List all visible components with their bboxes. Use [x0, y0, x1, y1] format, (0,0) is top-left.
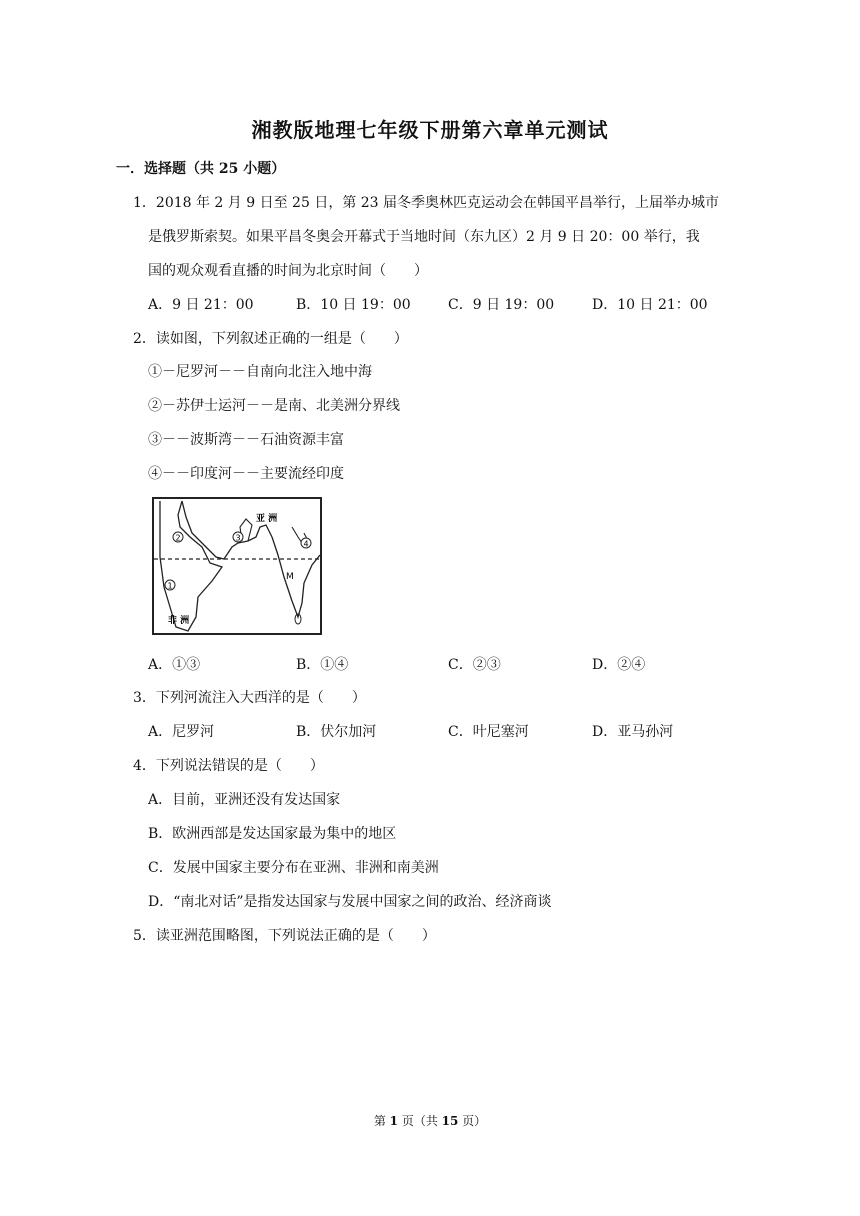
- q1-line2: 是俄罗斯索契。如果平昌冬奥会开幕式于当地时间（东九区）2 月 9 日 20：00 举行，我: [148, 229, 700, 245]
- q2-option-b: B．①④: [296, 657, 349, 673]
- marker-4-label: 4: [303, 539, 309, 549]
- q4-option-b: B．欧洲西部是发达国家最为集中的地区: [148, 826, 397, 842]
- q1-option-c: C．9 日 19：00: [448, 297, 555, 313]
- footer-post: 页）: [458, 1114, 487, 1128]
- q4-option-a: A．目前，亚洲还没有发达国家: [148, 792, 341, 808]
- marker-1-label: 1: [167, 581, 173, 591]
- footer-mid: 页（共: [398, 1114, 442, 1128]
- footer-pre: 第: [373, 1114, 390, 1128]
- q3-option-d: D．亚马孙河: [592, 724, 674, 740]
- q3-option-a: A．尼罗河: [148, 724, 215, 740]
- q3-stem: 3．下列河流注入大西洋的是（ ）: [133, 690, 366, 706]
- q2-item-4: ④－－印度河－－主要流经印度: [148, 466, 344, 482]
- marker-3-label: 3: [235, 533, 241, 543]
- q2-option-d: D．②④: [592, 657, 646, 673]
- q4-option-c: C．发展中国家主要分布在亚洲、非洲和南美洲: [148, 860, 439, 876]
- q1-option-d: D．10 日 21：00: [592, 297, 708, 313]
- q4-option-d: D．“南北对话”是指发达国家与发展中国家之间的政治、经济商谈: [148, 894, 552, 910]
- q2-item-1: ①－尼罗河－－自南向北注入地中海: [148, 364, 372, 380]
- q2-item-3: ③－－波斯湾－－石油资源丰富: [148, 432, 344, 448]
- page-footer: [0, 1112, 860, 1129]
- page-title: 湘教版地理七年级下册第六章单元测试: [251, 118, 609, 142]
- q3-option-c: C．叶尼塞河: [448, 724, 529, 740]
- footer-page-number: 1: [389, 1114, 398, 1128]
- q1-line3: 国的观众观看直播的时间为北京时间（ ）: [148, 263, 428, 279]
- footer-total-pages: 15: [441, 1114, 459, 1128]
- q1-line1: 1．2018 年 2 月 9 日至 25 日，第 23 届冬季奥林匹克运动会在韩国平昌举行，上届举办城市: [133, 195, 720, 211]
- q1-option-a: A．9 日 21：00: [148, 297, 254, 313]
- q1-option-b: B．10 日 19：00: [296, 297, 411, 313]
- section-heading: 一．选择题（共 25 小题）: [116, 161, 286, 177]
- label-africa: 非 洲: [168, 616, 190, 626]
- q2-option-c: C．②③: [448, 657, 501, 673]
- q4-stem: 4．下列说法错误的是（ ）: [133, 758, 324, 774]
- q2-stem: 2．读如图，下列叙述正确的一组是（ ）: [133, 331, 408, 347]
- label-m: M: [286, 572, 294, 582]
- q2-item-2: ②－苏伊士运河－－是南、北美洲分界线: [148, 398, 400, 414]
- q3-option-b: B．伏尔加河: [296, 724, 377, 740]
- q2-map-figure: [152, 497, 322, 635]
- q2-option-a: A．①③: [148, 657, 201, 673]
- q5-stem: 5．读亚洲范围略图，下列说法正确的是（ ）: [133, 928, 436, 944]
- label-asia: 亚 洲: [256, 514, 278, 524]
- marker-2-label: 2: [175, 533, 181, 543]
